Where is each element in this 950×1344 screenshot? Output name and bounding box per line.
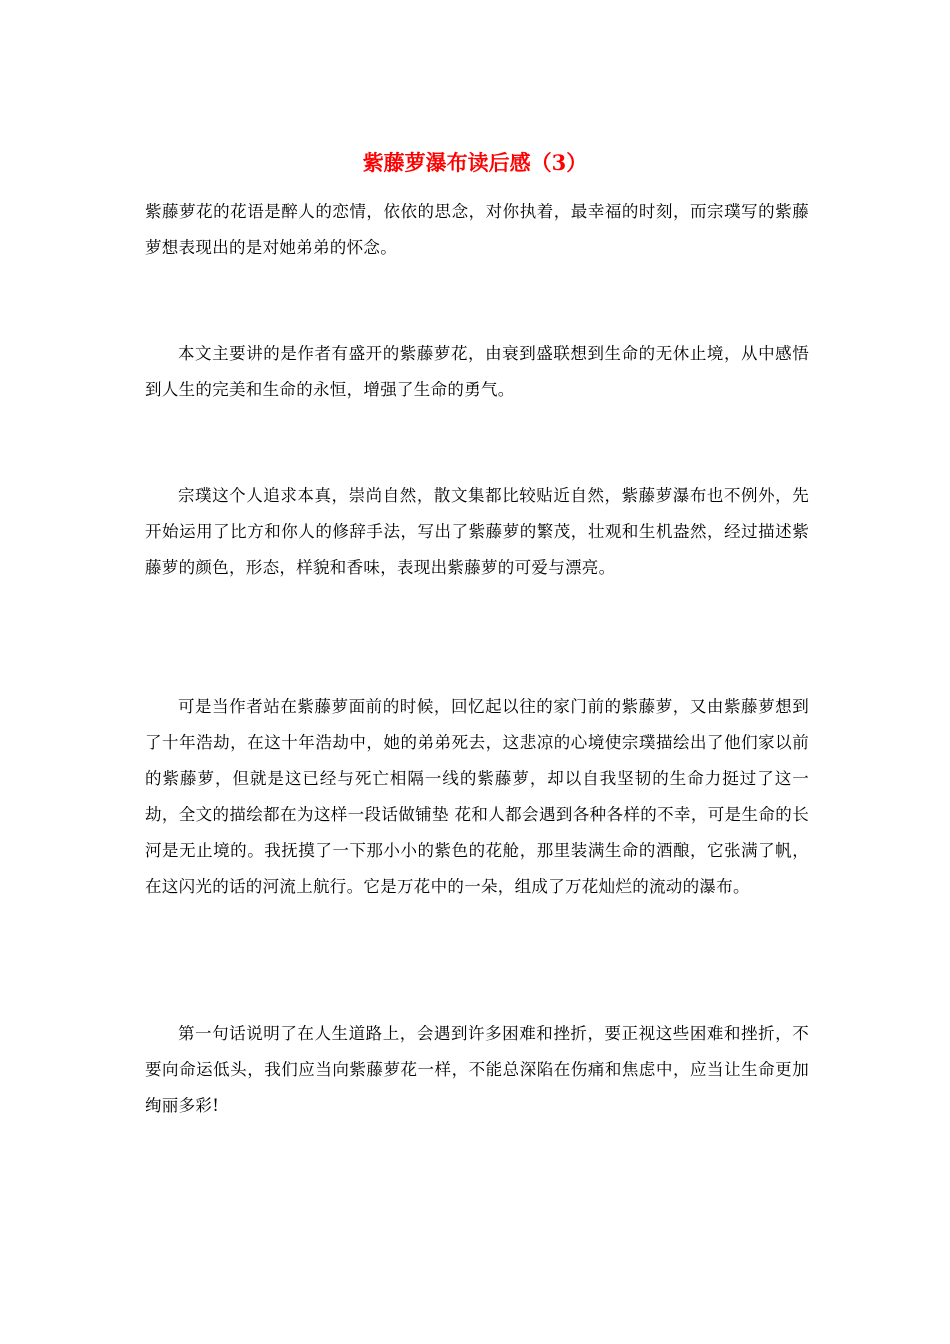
paragraph-4: 可是当作者站在紫藤萝面前的时候，回忆起以往的家门前的紫藤萝，又由紫藤萝想到了十年浩劫，在这十年浩劫中，她的弟弟死去，这悲凉的心境使宗璞描绘出了他们家以前的紫藤萝，但就是这已经与死亡相隔一线的紫藤萝，却以自我坚韧的生命力挺过了这一劫，全文的描绘都在为这样一段话做铺垫 花和人都会遇到各种各样的不幸，可是生命的长河是无止境的。我抚摸了一下那小小的紫色的花舱，那里装满生命的酒酿，它张满了帆，在这闪光的话的河流上航行。它是万花中的一朵，组成了万花灿烂的流动的瀑布。 [145, 697, 809, 896]
paragraph-1: 紫藤萝花的花语是醉人的恋情，依依的思念，对你执着，最幸福的时刻，而宗璞写的紫藤萝想表现出的是对她弟弟的怀念。 [145, 202, 809, 257]
paragraph-3: 宗璞这个人追求本真，崇尚自然，散文集都比较贴近自然，紫藤萝瀑布也不例外，先开始运用了比方和你人的修辞手法，写出了紫藤萝的繁茂，壮观和生机盎然，经过描述紫藤萝的颜色，形态，样貌和香味，表现出紫藤萝的可爱与漂亮。 [145, 486, 809, 577]
paragraph-5: 第一句话说明了在人生道路上，会遇到许多困难和挫折，要正视这些困难和挫折，不要向命运低头，我们应当向紫藤萝花一样，不能总深陷在伤痛和焦虑中，应当让生命更加绚丽多彩! [145, 1024, 809, 1115]
document-title: 紫藤萝瀑布读后感（3） [362, 150, 588, 175]
paragraph-2: 本文主要讲的是作者有盛开的紫藤萝花，由衰到盛联想到生命的无休止境，从中感悟到人生的完美和生命的永恒，增强了生命的勇气。 [145, 344, 809, 399]
